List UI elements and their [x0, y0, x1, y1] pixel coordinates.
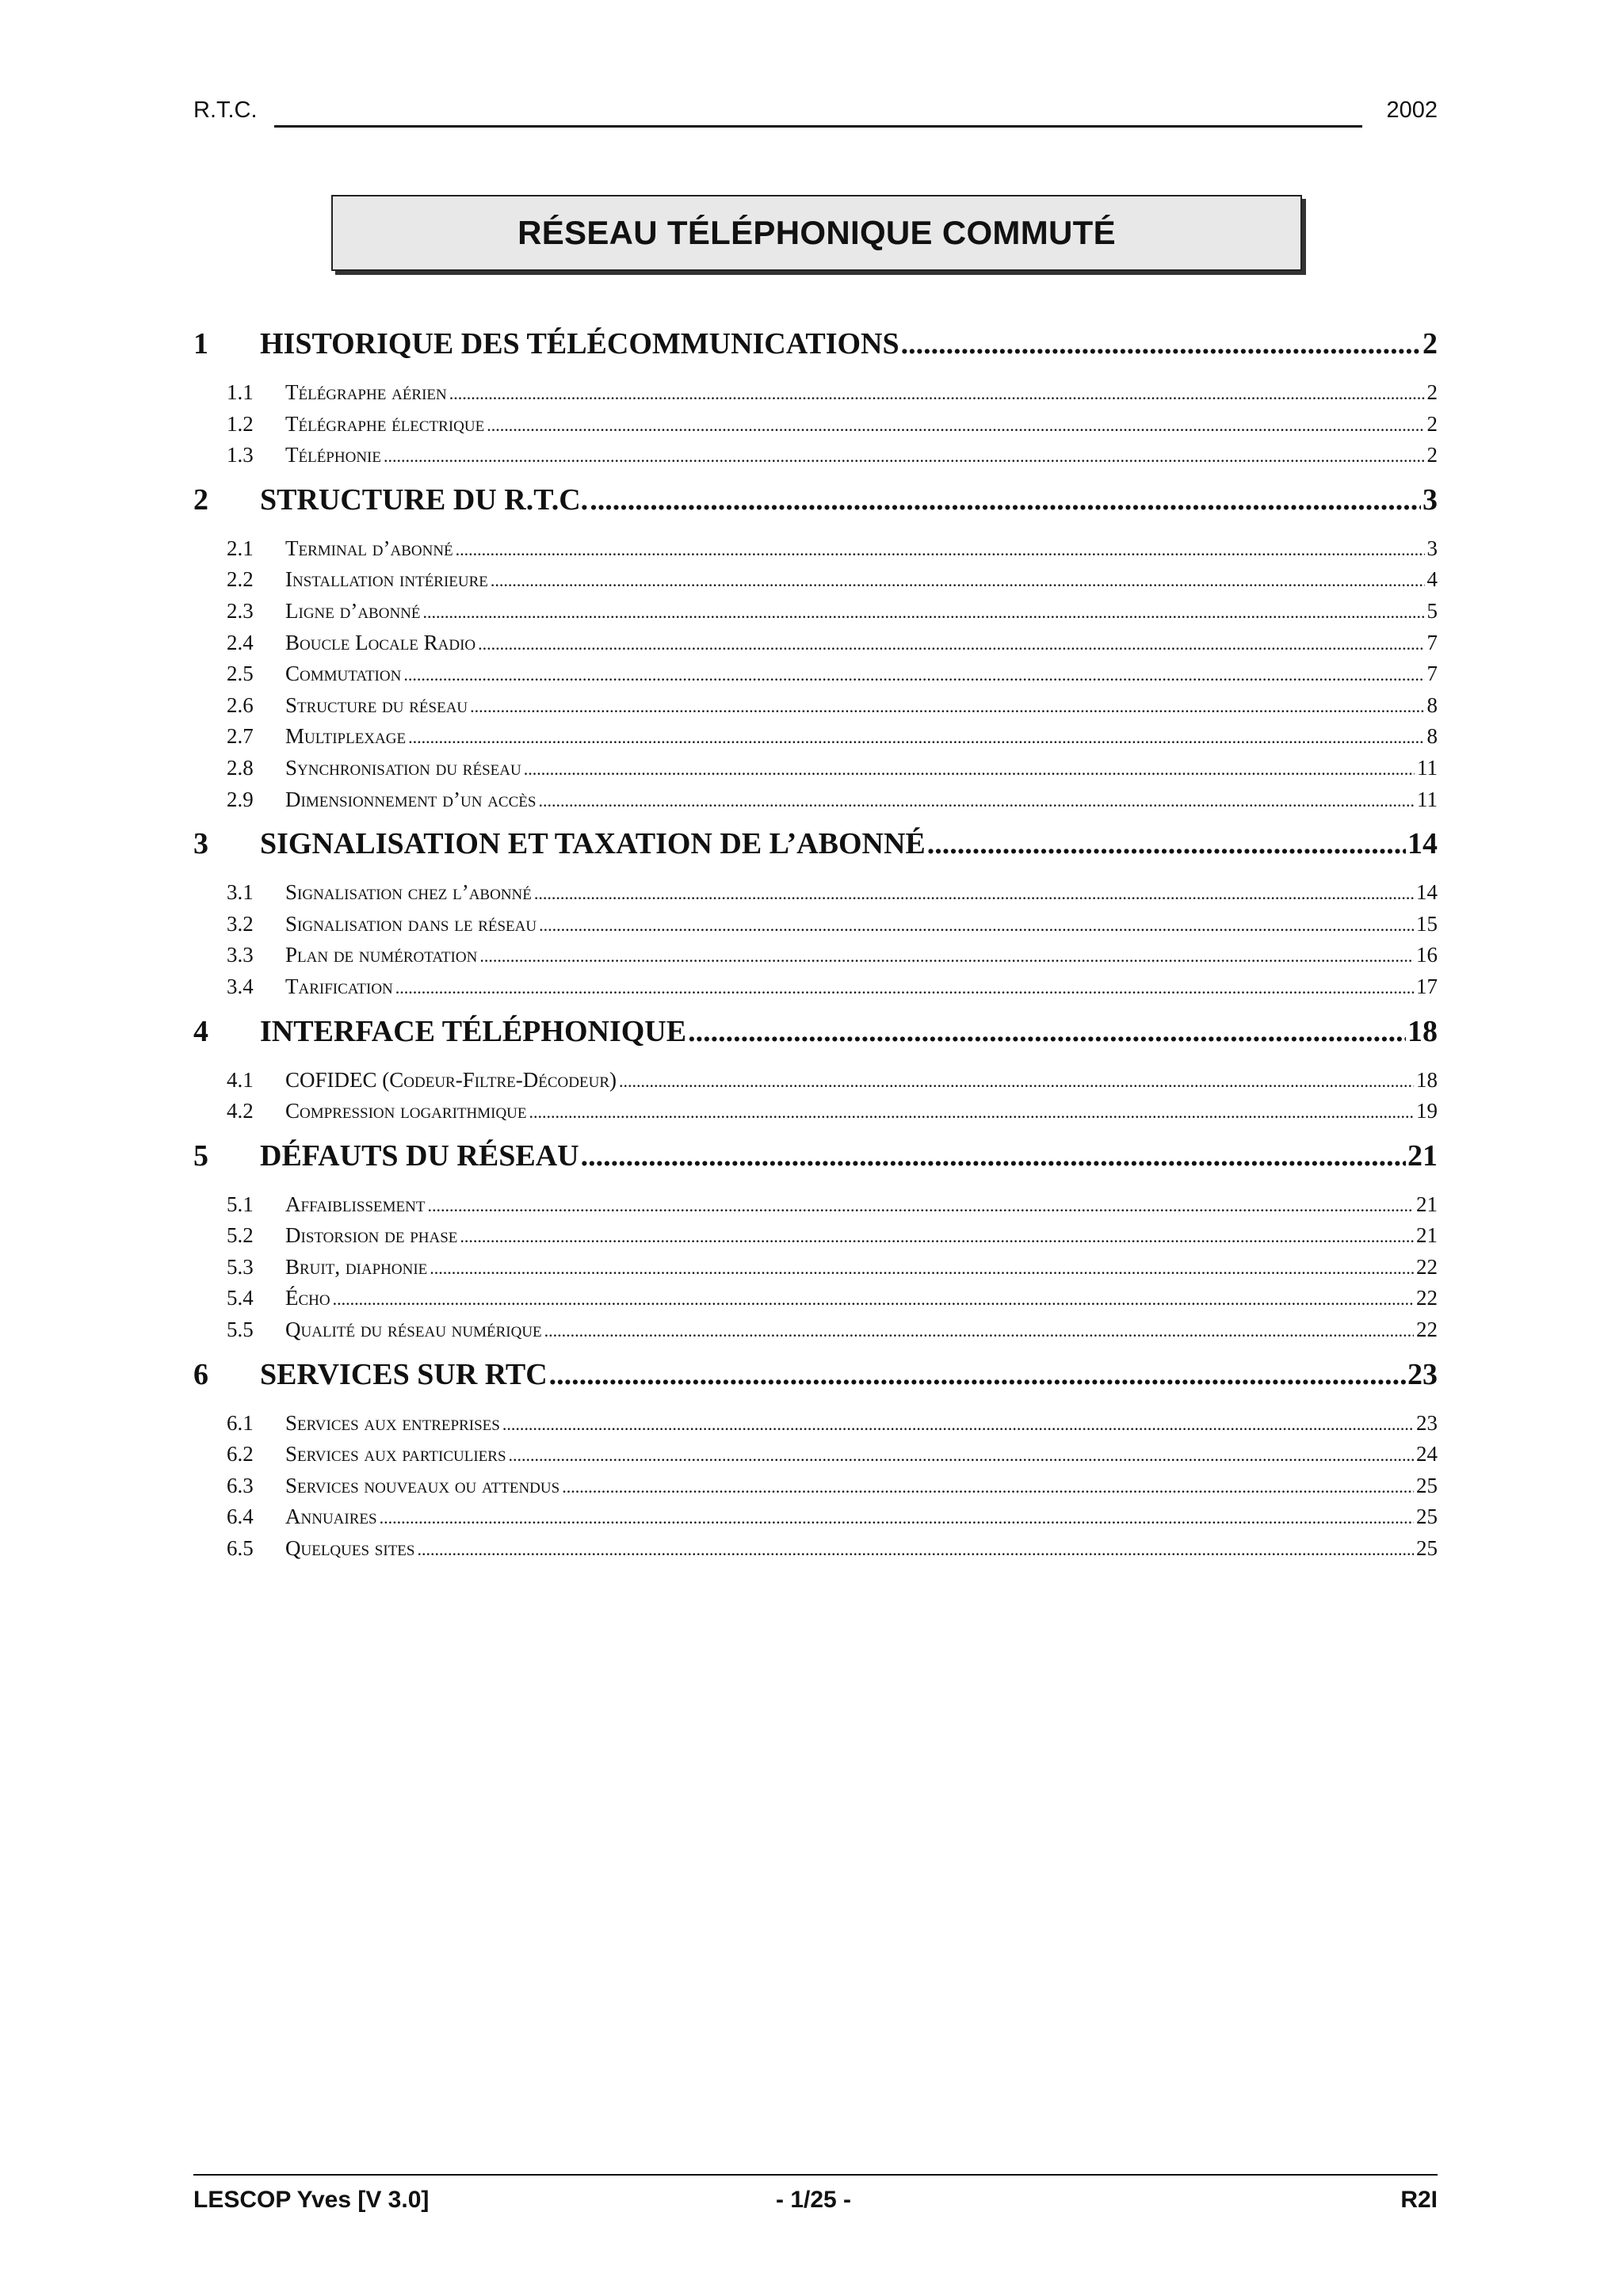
- toc-subsection[interactable]: [193, 567, 1438, 599]
- toc-subsection[interactable]: [193, 443, 1438, 475]
- toc-subsection-number: 6.2: [227, 1442, 254, 1466]
- toc-section-page: 21: [1407, 1138, 1438, 1173]
- toc-section-title: SERVICES SUR RTC: [260, 1357, 548, 1391]
- toc-subsection[interactable]: [193, 631, 1438, 662]
- toc-subsection-title: Boucle Locale Radio: [285, 630, 476, 654]
- toc-subsection-title: Structure du réseau: [285, 692, 468, 717]
- toc-subsection-page: 21: [1416, 1192, 1438, 1216]
- toc-leader: [688, 1014, 1406, 1049]
- toc-subsection[interactable]: [193, 1099, 1438, 1131]
- toc-subsection-number: 1.1: [227, 380, 254, 404]
- toc-subsection-number: 1.2: [227, 411, 254, 436]
- toc-leader: [395, 978, 1414, 998]
- toc-subsection-number: 5.2: [227, 1223, 254, 1248]
- toc-subsection-page: 8: [1426, 724, 1438, 749]
- toc-subsection-number: 2.5: [227, 662, 254, 686]
- toc-leader: [539, 915, 1414, 936]
- toc-leader: [333, 1289, 1414, 1310]
- document-title: RÉSEAU TÉLÉPHONIQUE COMMUTÉ: [517, 214, 1116, 251]
- toc-leader: [384, 446, 1425, 467]
- toc-leader: [417, 1539, 1414, 1560]
- toc-subsection-number: 6.4: [227, 1505, 254, 1529]
- toc-leader: [538, 791, 1415, 811]
- toc-section[interactable]: [193, 1357, 1438, 1405]
- toc-subsection-title: Services aux particuliers: [285, 1442, 506, 1466]
- toc-subsection-title: Services aux entreprises: [285, 1410, 500, 1435]
- toc-subsection-title: Quelques sites: [285, 1536, 415, 1561]
- toc-subsection[interactable]: [193, 1255, 1438, 1287]
- toc-subsection[interactable]: [193, 662, 1438, 693]
- toc-subsection-number: 5.3: [227, 1254, 254, 1279]
- toc-subsection-title: Installation intérieure: [285, 567, 488, 592]
- toc-subsection-title: Plan de numérotation: [285, 943, 478, 967]
- toc-subsection[interactable]: [193, 380, 1438, 412]
- toc-leader: [509, 1445, 1414, 1466]
- toc-subsection[interactable]: [193, 412, 1438, 444]
- toc-section-page: 23: [1407, 1357, 1438, 1391]
- toc-subsection-title: Distorsion de phase: [285, 1223, 458, 1248]
- toc-leader: [380, 1508, 1414, 1528]
- toc-leader: [479, 946, 1414, 967]
- toc-leader: [460, 1226, 1414, 1247]
- toc-subsection-title: Synchronisation du réseau: [285, 755, 521, 780]
- toc-leader: [619, 1071, 1414, 1092]
- toc-subsection-page: 11: [1417, 755, 1438, 780]
- toc-subsection[interactable]: [193, 1223, 1438, 1255]
- toc-subsection-number: 5.1: [227, 1192, 254, 1216]
- header-left: R.T.C.: [193, 97, 258, 123]
- toc-section-page: 3: [1423, 482, 1438, 517]
- toc-leader: [590, 482, 1421, 517]
- toc-subsection[interactable]: [193, 788, 1438, 819]
- toc-subsection-number: 2.7: [227, 724, 254, 749]
- toc-subsection-number: 2.8: [227, 755, 254, 780]
- toc-subsection-page: 21: [1416, 1223, 1438, 1248]
- toc-leader: [491, 570, 1425, 591]
- toc-leader: [403, 665, 1424, 685]
- toc-leader: [487, 415, 1424, 436]
- toc-subsection-list: [193, 1192, 1438, 1349]
- toc-section-number: 4: [193, 1014, 208, 1048]
- toc-subsection-title: Tarification: [285, 974, 393, 998]
- toc-subsection-page: 7: [1426, 662, 1438, 686]
- toc-subsection-page: 2: [1426, 443, 1438, 467]
- toc-subsection-page: 7: [1426, 630, 1438, 654]
- toc-subsection-page: 22: [1416, 1254, 1438, 1279]
- toc-subsection-list: [193, 1068, 1438, 1131]
- page-footer: [193, 2174, 1438, 2220]
- toc-section[interactable]: [193, 326, 1438, 374]
- toc-subsection-title: Terminal d’abonné: [285, 536, 453, 560]
- toc-subsection-page: 24: [1416, 1442, 1438, 1466]
- toc-subsection[interactable]: [193, 1068, 1438, 1100]
- toc-section-page: 14: [1407, 827, 1438, 861]
- footer-org: R2I: [1400, 2187, 1438, 2213]
- toc-subsection-page: 8: [1426, 692, 1438, 717]
- footer-page-number: - 1/25 -: [776, 2187, 852, 2213]
- toc-section-title: STRUCTURE DU R.T.C.: [260, 482, 589, 517]
- toc-leader: [524, 759, 1415, 780]
- toc-subsection[interactable]: [193, 1536, 1438, 1568]
- toc-section-title: HISTORIQUE DES TÉLÉCOMMUNICATIONS: [260, 327, 899, 360]
- toc-leader: [544, 1321, 1414, 1341]
- toc-leader: [502, 1414, 1414, 1435]
- toc-subsection-page: 3: [1426, 536, 1438, 560]
- toc-subsection-number: 3.3: [227, 943, 254, 967]
- title-box: [331, 195, 1302, 271]
- toc-section-title: SIGNALISATION ET TAXATION DE L’ABONNÉ: [260, 827, 926, 861]
- toc-subsection-page: 25: [1416, 1505, 1438, 1529]
- toc-subsection-title: Bruit, diaphonie: [285, 1254, 428, 1279]
- toc-leader: [529, 1102, 1415, 1123]
- toc-subsection-number: 5.4: [227, 1286, 254, 1310]
- toc-subsection-number: 2.2: [227, 567, 254, 592]
- toc-leader: [534, 883, 1414, 904]
- toc-subsection-list: [193, 880, 1438, 1005]
- toc-subsection-title: COFIDEC (Codeur-Filtre-Décodeur): [285, 1067, 617, 1092]
- toc-leader: [449, 383, 1425, 404]
- toc-subsection[interactable]: [193, 724, 1438, 756]
- toc-subsection-number: 3.2: [227, 911, 254, 936]
- table-of-contents: [193, 325, 1438, 1576]
- toc-subsection-title: Écho: [285, 1286, 330, 1310]
- toc-section-number: 2: [193, 482, 208, 517]
- toc-subsection-page: 2: [1426, 411, 1438, 436]
- toc-section[interactable]: [193, 1138, 1438, 1186]
- toc-leader: [456, 540, 1425, 560]
- toc-subsection-title: Télégraphe aérien: [285, 380, 447, 404]
- toc-subsection-number: 3.1: [227, 880, 254, 905]
- toc-leader: [478, 634, 1424, 654]
- toc-subsection-number: 6.3: [227, 1473, 254, 1497]
- toc-subsection-number: 2.1: [227, 536, 254, 560]
- toc-subsection-title: Qualité du réseau numérique: [285, 1318, 542, 1342]
- toc-subsection-number: 4.2: [227, 1099, 254, 1123]
- toc-subsection-page: 17: [1416, 974, 1438, 998]
- toc-section[interactable]: [193, 1014, 1438, 1062]
- toc-subsection-page: 18: [1416, 1067, 1438, 1092]
- toc-subsection-page: 11: [1417, 787, 1438, 811]
- toc-section-number: 5: [193, 1138, 208, 1173]
- toc-leader: [427, 1196, 1414, 1216]
- toc-subsection-title: Signalisation chez l’abonné: [285, 880, 532, 905]
- toc-leader: [423, 602, 1425, 623]
- toc-subsection-page: 4: [1426, 567, 1438, 592]
- toc-subsection[interactable]: [193, 599, 1438, 631]
- toc-subsection-number: 2.6: [227, 692, 254, 717]
- header-year: 2002: [1386, 97, 1438, 123]
- page-header: [193, 97, 1438, 132]
- toc-subsection-number: 1.3: [227, 443, 254, 467]
- toc-leader: [581, 1138, 1406, 1173]
- toc-subsection-page: 25: [1416, 1536, 1438, 1561]
- toc-leader: [562, 1477, 1414, 1497]
- toc-subsection-title: Dimensionnement d’un accès: [285, 787, 537, 811]
- toc-subsection-number: 2.9: [227, 787, 254, 811]
- toc-subsection[interactable]: [193, 1474, 1438, 1505]
- toc-subsection-number: 6.1: [227, 1410, 254, 1435]
- toc-subsection[interactable]: [193, 943, 1438, 974]
- toc-subsection-number: 2.3: [227, 598, 254, 623]
- toc-subsection[interactable]: [193, 880, 1438, 912]
- toc-subsection-page: 25: [1416, 1473, 1438, 1497]
- toc-subsection-number: 6.5: [227, 1536, 254, 1561]
- toc-subsection-list: [193, 1411, 1438, 1568]
- toc-subsection-page: 2: [1426, 380, 1438, 404]
- toc-section-number: 6: [193, 1357, 208, 1391]
- toc-subsection-title: Télégraphe électrique: [285, 411, 485, 436]
- toc-subsection[interactable]: [193, 1505, 1438, 1536]
- toc-subsection-page: 15: [1416, 911, 1438, 936]
- toc-section-number: 1: [193, 327, 208, 360]
- toc-subsection-page: 22: [1416, 1286, 1438, 1310]
- toc-subsection[interactable]: [193, 974, 1438, 1006]
- toc-section-title: INTERFACE TÉLÉPHONIQUE: [260, 1014, 687, 1048]
- toc-leader: [430, 1258, 1414, 1279]
- toc-section-title: DÉFAUTS DU RÉSEAU: [260, 1138, 579, 1173]
- toc-subsection-title: Commutation: [285, 662, 402, 686]
- toc-subsection-title: Annuaires: [285, 1505, 377, 1529]
- toc-subsection-page: 16: [1416, 943, 1438, 967]
- toc-section-page: 2: [1423, 327, 1438, 360]
- toc-subsection[interactable]: [193, 1411, 1438, 1443]
- toc-subsection-list: [193, 536, 1438, 818]
- toc-subsection-title: Ligne d’abonné: [285, 598, 421, 623]
- toc-subsection-number: 5.5: [227, 1318, 254, 1342]
- toc-subsection-title: Téléphonie: [285, 443, 381, 467]
- toc-subsection-title: Services nouveaux ou attendus: [285, 1473, 560, 1497]
- toc-subsection-page: 14: [1416, 880, 1438, 905]
- toc-subsection-title: Compression logarithmique: [285, 1099, 527, 1123]
- toc-subsection-title: Affaiblissement: [285, 1192, 426, 1216]
- toc-subsection-title: Multiplexage: [285, 724, 407, 749]
- toc-leader: [470, 696, 1424, 717]
- toc-subsection[interactable]: [193, 693, 1438, 725]
- toc-leader: [549, 1357, 1406, 1392]
- toc-leader: [408, 727, 1424, 748]
- toc-subsection-page: 23: [1416, 1410, 1438, 1435]
- toc-subsection-page: 19: [1416, 1099, 1438, 1123]
- toc-subsection[interactable]: [193, 756, 1438, 788]
- toc-subsection-page: 22: [1416, 1318, 1438, 1342]
- toc-subsection-number: 2.4: [227, 630, 254, 654]
- toc-subsection-number: 3.4: [227, 974, 254, 998]
- toc-subsection[interactable]: [193, 536, 1438, 568]
- toc-leader: [901, 326, 1421, 361]
- toc-section[interactable]: [193, 482, 1438, 530]
- toc-section[interactable]: [193, 826, 1438, 874]
- toc-subsection[interactable]: [193, 1192, 1438, 1224]
- toc-subsection[interactable]: [193, 1318, 1438, 1349]
- toc-subsection-number: 4.1: [227, 1067, 254, 1092]
- toc-subsection-list: [193, 380, 1438, 475]
- toc-subsection[interactable]: [193, 1286, 1438, 1318]
- toc-subsection-page: 5: [1426, 598, 1438, 623]
- toc-subsection[interactable]: [193, 1442, 1438, 1474]
- toc-subsection-title: Signalisation dans le réseau: [285, 911, 537, 936]
- toc-section-page: 18: [1407, 1014, 1438, 1048]
- toc-subsection[interactable]: [193, 912, 1438, 944]
- header-rule: [274, 125, 1362, 128]
- toc-section-number: 3: [193, 827, 208, 861]
- toc-leader: [927, 826, 1406, 861]
- footer-author: LESCOP Yves [V 3.0]: [193, 2187, 430, 2213]
